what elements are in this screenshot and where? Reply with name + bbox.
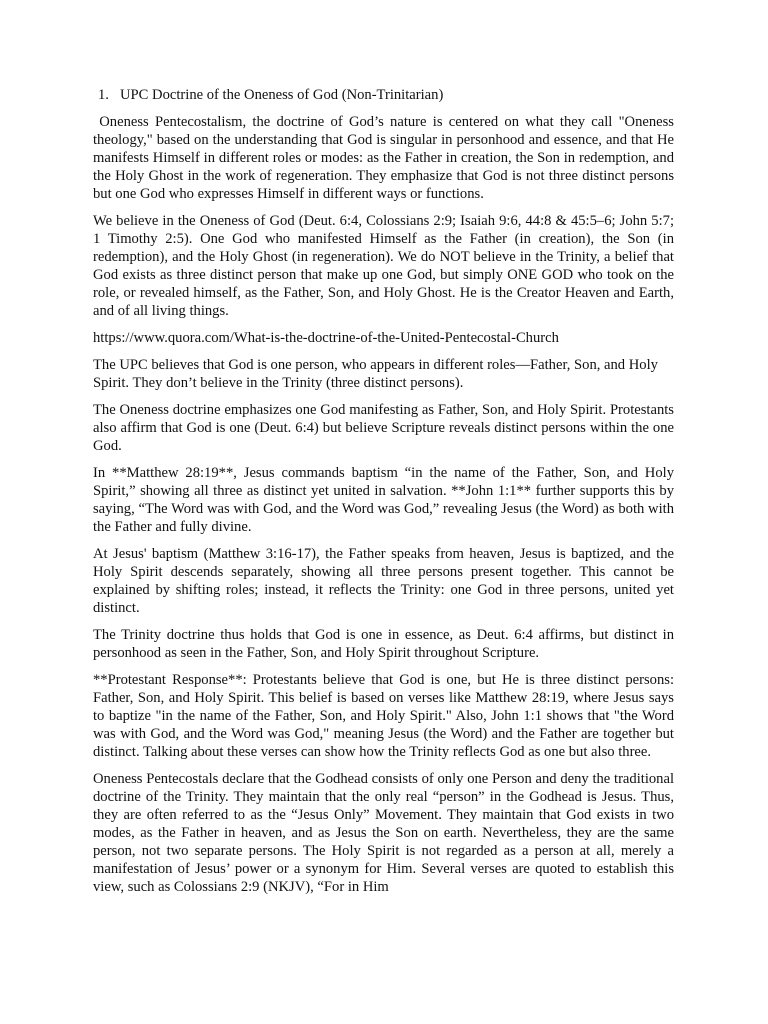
heading-text: UPC Doctrine of the Oneness of God (Non-Trinitarian) <box>120 87 444 103</box>
paragraph-baptism: At Jesus' baptism (Matthew 3:16-17), the Father speaks from heaven, Jesus is baptized, and the Holy Spirit descends separately, showing all three persons present together. This cannot be explained by shifting roles; instead, it reflects the Trinity: one God in three persons, united yet distinct. <box>93 546 674 616</box>
heading-number: 1. <box>98 87 109 103</box>
paragraph-oneness-vs-protestant: The Oneness doctrine emphasizes one God manifesting as Father, Son, and Holy Spirit. Protestants also affirm that God is one (Deut. 6:4) but believe Scripture reveals distinct persons within the one God. <box>93 402 674 454</box>
paragraph-jesus-only: Oneness Pentecostals declare that the Godhead consists of only one Person and deny the traditional doctrine of the Trinity. They maintain that the only real “person” in the Godhead is Jesus. Thus, they are often referred to as the “Jesus Only” Movement. They maintain that God exists in two modes, as the Father in heaven, and as Jesus the Son on earth. Nevertheless, they are the same person, not two separate persons. The Holy Spirit is not regarded as a person at all, merely a manifestation of Jesus’ power or a synonym for Him. Several verses are quoted to establish this view, such as Colossians 2:9 (NKJV), “For in Him <box>93 771 674 895</box>
paragraph-protestant-response: **Protestant Response**: Protestants believe that God is one, but He is three distinct persons: Father, Son, and Holy Spirit. This belief is based on verses like Matthew 28:19, where Jesus says to baptize "in the name of the Father, Son, and Holy Spirit." Also, John 1:1 shows that "the Word was with God, and the Word was God," meaning Jesus (the Word) and the Father are together but distinct. Talking about these verses can show how the Trinity reflects God as one but also three. <box>93 672 674 760</box>
paragraph-trinity-doctrine: The Trinity doctrine thus holds that God is one in essence, as Deut. 6:4 affirms, but distinct in personhood as seen in the Father, Son, and Holy Spirit throughout Scripture. <box>93 627 674 661</box>
section-heading <box>93 86 674 104</box>
document-page <box>93 86 678 905</box>
paragraph-upc-summary: The UPC believes that God is one person, who appears in different roles—Father, Son, and Holy Spirit. They don’t believe in the Trinity (three distinct persons). <box>93 357 658 391</box>
paragraph-matthew-john: In **Matthew 28:19**, Jesus commands baptism “in the name of the Father, Son, and Holy Spirit,” showing all three as distinct yet united in salvation. **John 1:1** further supports this by saying, “The Word was with God, and the Word was God,” revealing Jesus (the Word) as both with the Father and fully divine. <box>93 465 674 535</box>
source-url[interactable]: https://www.quora.com/What-is-the-doctrine-of-the-United-Pentecostal-Church <box>93 330 559 346</box>
paragraph-upc-belief: We believe in the Oneness of God (Deut. 6:4, Colossians 2:9; Isaiah 9:6, 44:8 & 45:5–6; John 5:7; 1 Timothy 2:5). One God who manifested Himself as the Father (in creation), the Son (in redemption), and the Holy Ghost (in regeneration). We do NOT believe in the Trinity, a belief that God exists as three distinct person that make up one God, but simply ONE GOD who took on the role, or revealed himself, as the Father, Son, and Holy Ghost. He is the Creator Heaven and Earth, and of all living things. <box>93 213 674 319</box>
paragraph-oneness-overview: Oneness Pentecostalism, the doctrine of God’s nature is centered on what they call "Oneness theology," based on the understanding that God is singular in personhood and essence, and that He manifests Himself in different roles or modes: as the Father in creation, the Son in redemption, and the Holy Ghost in the work of regeneration. They emphasize that God is not three distinct persons but one God who expresses Himself in different ways or functions. <box>93 114 678 202</box>
